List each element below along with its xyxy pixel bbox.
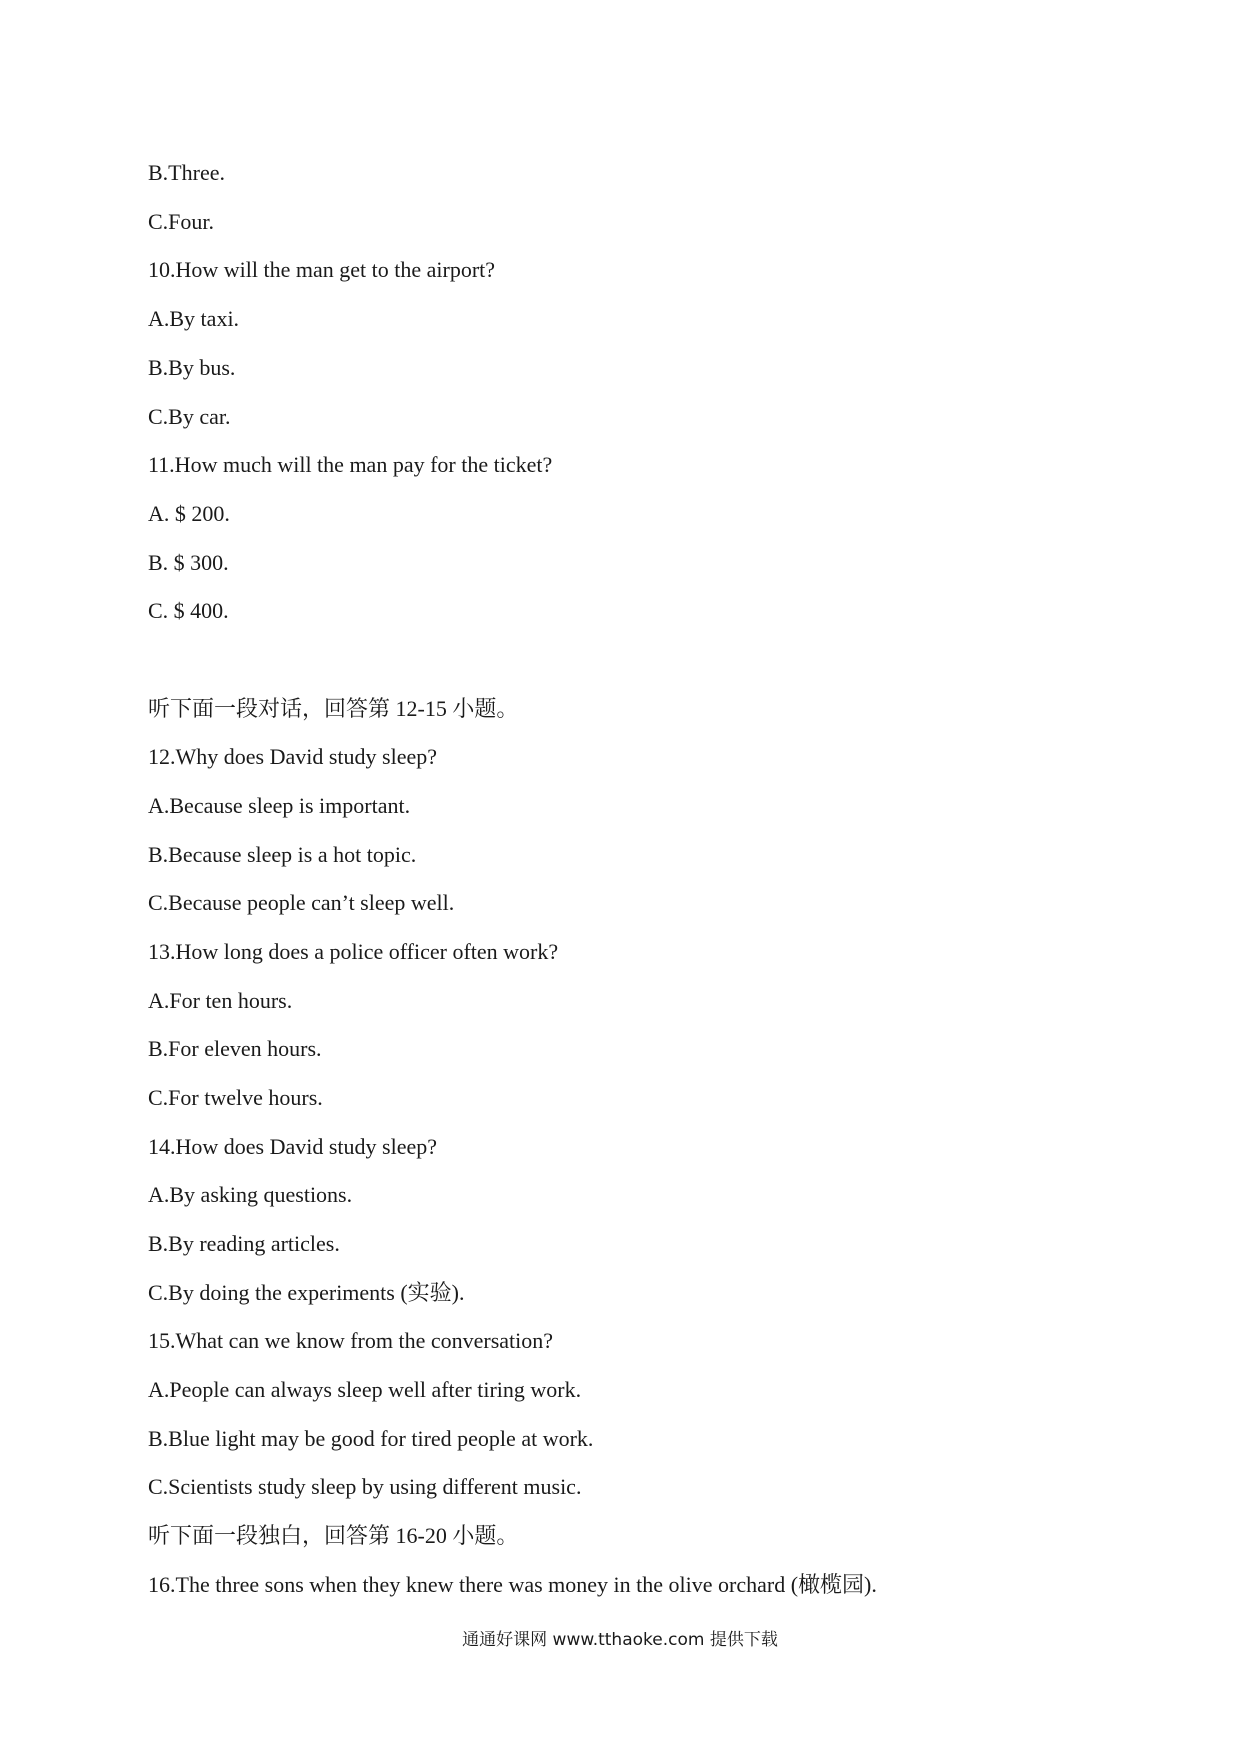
option-line: A.By asking questions. (148, 1182, 353, 1207)
question-line: 12.Why does David study sleep? (148, 744, 437, 769)
question-line: 11.How much will the man pay for the ticket? (148, 452, 553, 477)
option-line: C.Scientists study sleep by using different music. (148, 1474, 582, 1499)
option-line: B.Blue light may be good for tired people at work. (148, 1426, 594, 1451)
option-line: B.By reading articles. (148, 1231, 340, 1256)
option-line: C.For twelve hours. (148, 1085, 323, 1110)
section-instruction: 听下面一段对话，回答第 12-15 小题。 (148, 696, 519, 721)
section-instruction: 听下面一段独白，回答第 16-20 小题。 (148, 1523, 519, 1548)
question-line: 16.The three sons when they knew there was money in the olive orchard (橄榄园). (148, 1572, 877, 1597)
question-line: 14.How does David study sleep? (148, 1134, 438, 1159)
option-line: A. $ 200. (148, 501, 230, 526)
option-line: C.Because people can’t sleep well. (148, 890, 455, 915)
option-line: C.By doing the experiments (实验). (148, 1280, 465, 1305)
question-line: 10.How will the man get to the airport? (148, 257, 496, 282)
option-line: B.Three. (148, 160, 225, 185)
option-line: C.Four. (148, 209, 215, 234)
option-line: C.By car. (148, 404, 231, 429)
option-line: A.Because sleep is important. (148, 793, 411, 818)
option-line: C. $ 400. (148, 598, 229, 623)
option-line: B.For eleven hours. (148, 1036, 322, 1061)
option-line: A.By taxi. (148, 306, 240, 331)
option-line: B.Because sleep is a hot topic. (148, 842, 417, 867)
option-line: A.For ten hours. (148, 988, 293, 1013)
question-line: 13.How long does a police officer often work? (148, 939, 559, 964)
option-line: B. $ 300. (148, 550, 229, 575)
option-line: B.By bus. (148, 355, 236, 380)
question-line: 15.What can we know from the conversation? (148, 1328, 554, 1353)
option-line: A.People can always sleep well after tiring work. (148, 1377, 582, 1402)
page-footer: 通通好课网 www.tthaoke.com 提供下载 (462, 1630, 778, 1650)
